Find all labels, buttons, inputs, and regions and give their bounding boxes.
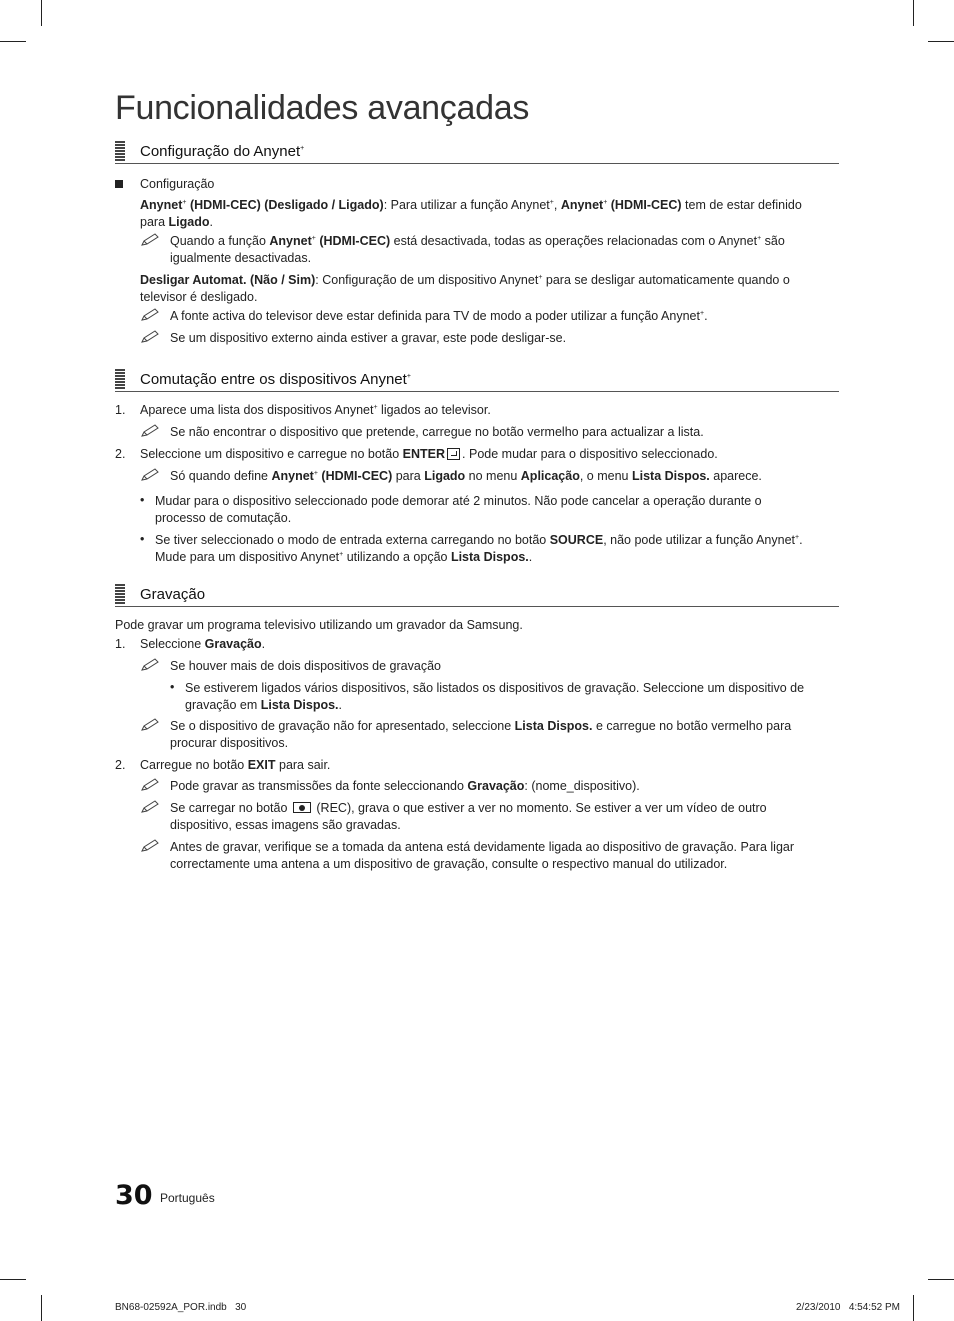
section-header-anynet-config <box>115 141 839 164</box>
bullet-text-cont: processo de comutação. <box>155 511 292 525</box>
note-pencil-icon <box>140 330 160 344</box>
bullet-dot-icon: • <box>170 680 175 694</box>
bullet-text: Se estiverem ligados vários dispositivos, são listados os dispositivos de gravação. Seleccione um dispositivo de <box>185 681 805 695</box>
section-header-switching <box>115 369 839 392</box>
footer-language: Português <box>160 1191 215 1205</box>
page-number: 30 <box>115 1180 153 1211</box>
step-text: Seleccione Gravação. <box>140 637 266 651</box>
note-text: A fonte activa do televisor deve estar definida para TV de modo a poder utilizar a função Anynet+. <box>170 309 708 323</box>
step-text: Carregue no botão EXIT para sair. <box>140 758 331 772</box>
note-text: Antes de gravar, verifique se a tomada da antena está devidamente ligada ao dispositivo de gravação. Para ligar <box>170 840 795 854</box>
crop-mark <box>0 1279 26 1280</box>
step-number: 1. <box>115 637 126 651</box>
switching-body <box>115 402 839 572</box>
note-text-cont: igualmente desactivadas. <box>170 251 312 265</box>
note-pencil-icon <box>140 468 160 482</box>
page-title: Funcionalidades avançadas <box>115 89 530 127</box>
recording-body <box>115 617 839 887</box>
step-number: 2. <box>115 447 126 461</box>
bullet-text: Mudar para o dispositivo seleccionado pode demorar até 2 minutos. Não pode cancelar a operação durante o <box>155 494 762 508</box>
print-file-info: BN68-02592A_POR.indb 30 <box>115 1302 247 1313</box>
note-pencil-icon <box>140 718 160 732</box>
note-text: Se o dispositivo de gravação não for apresentado, seleccione Lista Dispos. e carregue no botão vermelho para <box>170 719 792 733</box>
note-pencil-icon <box>140 839 160 853</box>
square-bullet-icon <box>115 180 123 188</box>
paragraph-auto-off: Desligar Automat. (Não / Sim): Configuração de um dispositivo Anynet+ para se desligar automaticamente quando o <box>140 273 790 287</box>
note-text: Se houver mais de dois dispositivos de gravação <box>170 659 441 673</box>
section-bar-icon <box>115 584 125 605</box>
note-text-cont: dispositivo, essas imagens são gravadas. <box>170 818 401 832</box>
print-date-info: 2/23/2010 4:54:52 PM <box>796 1302 900 1313</box>
crop-mark <box>913 1295 914 1321</box>
section-title: Comutação entre os dispositivos Anynet+ <box>140 371 411 388</box>
intro-text: Pode gravar um programa televisivo utilizando um gravador da Samsung. <box>115 618 523 632</box>
note-text: Se carregar no botão (REC), grava o que estiver a ver no momento. Se estiver a ver um vídeo de outro <box>170 801 767 815</box>
note-text: Se um dispositivo externo ainda estiver a gravar, este pode desligar-se. <box>170 331 567 345</box>
note-text: Se não encontrar o dispositivo que pretende, carregue no botão vermelho para actualizar a lista. <box>170 425 704 439</box>
section-header-recording <box>115 584 839 607</box>
step-text: Seleccione um dispositivo e carregue no botão ENTER . Pode mudar para o dispositivo seleccionado. <box>140 447 718 461</box>
note-pencil-icon <box>140 778 160 792</box>
note-text: Quando a função Anynet+ (HDMI-CEC) está desactivada, todas as operações relacionadas com o Anynet+ são <box>170 234 785 248</box>
note-text-cont: procurar dispositivos. <box>170 736 289 750</box>
step-number: 2. <box>115 758 126 772</box>
crop-mark <box>0 41 26 42</box>
bullet-text-cont: gravação em Lista Dispos.. <box>185 698 343 712</box>
rec-button-icon <box>293 802 311 813</box>
enter-icon <box>447 448 460 460</box>
bullet-text-cont: Mude para um dispositivo Anynet+ utilizando a opção Lista Dispos.. <box>155 550 533 564</box>
note-text: Pode gravar as transmissões da fonte seleccionando Gravação: (nome_dispositivo). <box>170 779 640 793</box>
crop-mark <box>928 1279 954 1280</box>
bullet-dot-icon: • <box>140 493 145 507</box>
step-number: 1. <box>115 403 126 417</box>
section-title: Gravação <box>140 586 206 603</box>
bullet-dot-icon: • <box>140 532 145 546</box>
crop-mark <box>41 0 42 26</box>
paragraph-auto-off-cont: televisor é desligado. <box>140 290 258 304</box>
anynet-config-body <box>115 176 839 356</box>
step-text: Aparece uma lista dos dispositivos Anynet+ ligados ao televisor. <box>140 403 491 417</box>
paragraph-anynet-hdmi-cont: para Ligado. <box>140 215 213 229</box>
note-pencil-icon <box>140 424 160 438</box>
paragraph-anynet-hdmi: Anynet+ (HDMI-CEC) (Desligado / Ligado): Para utilizar a função Anynet+, Anynet+ (HDMI-CEC) tem de estar definido <box>140 198 802 212</box>
note-pencil-icon <box>140 233 160 247</box>
note-text: Só quando define Anynet+ (HDMI-CEC) para Ligado no menu Aplicação, o menu Lista Dispos. aparece. <box>170 469 762 483</box>
crop-mark <box>41 1295 42 1321</box>
section-bar-icon <box>115 141 125 162</box>
section-title: Configuração do Anynet+ <box>140 143 305 160</box>
note-pencil-icon <box>140 658 160 672</box>
item-label: Configuração <box>140 177 215 191</box>
note-text-cont: correctamente uma antena a um dispositivo de gravação, consulte o respectivo manual do utilizador. <box>170 857 728 871</box>
bullet-text: Se tiver seleccionado o modo de entrada externa carregando no botão SOURCE, não pode utilizar a função Anynet+. <box>155 533 803 547</box>
section-bar-icon <box>115 369 125 390</box>
note-pencil-icon <box>140 308 160 322</box>
crop-mark <box>913 0 914 26</box>
note-pencil-icon <box>140 800 160 814</box>
crop-mark <box>928 41 954 42</box>
